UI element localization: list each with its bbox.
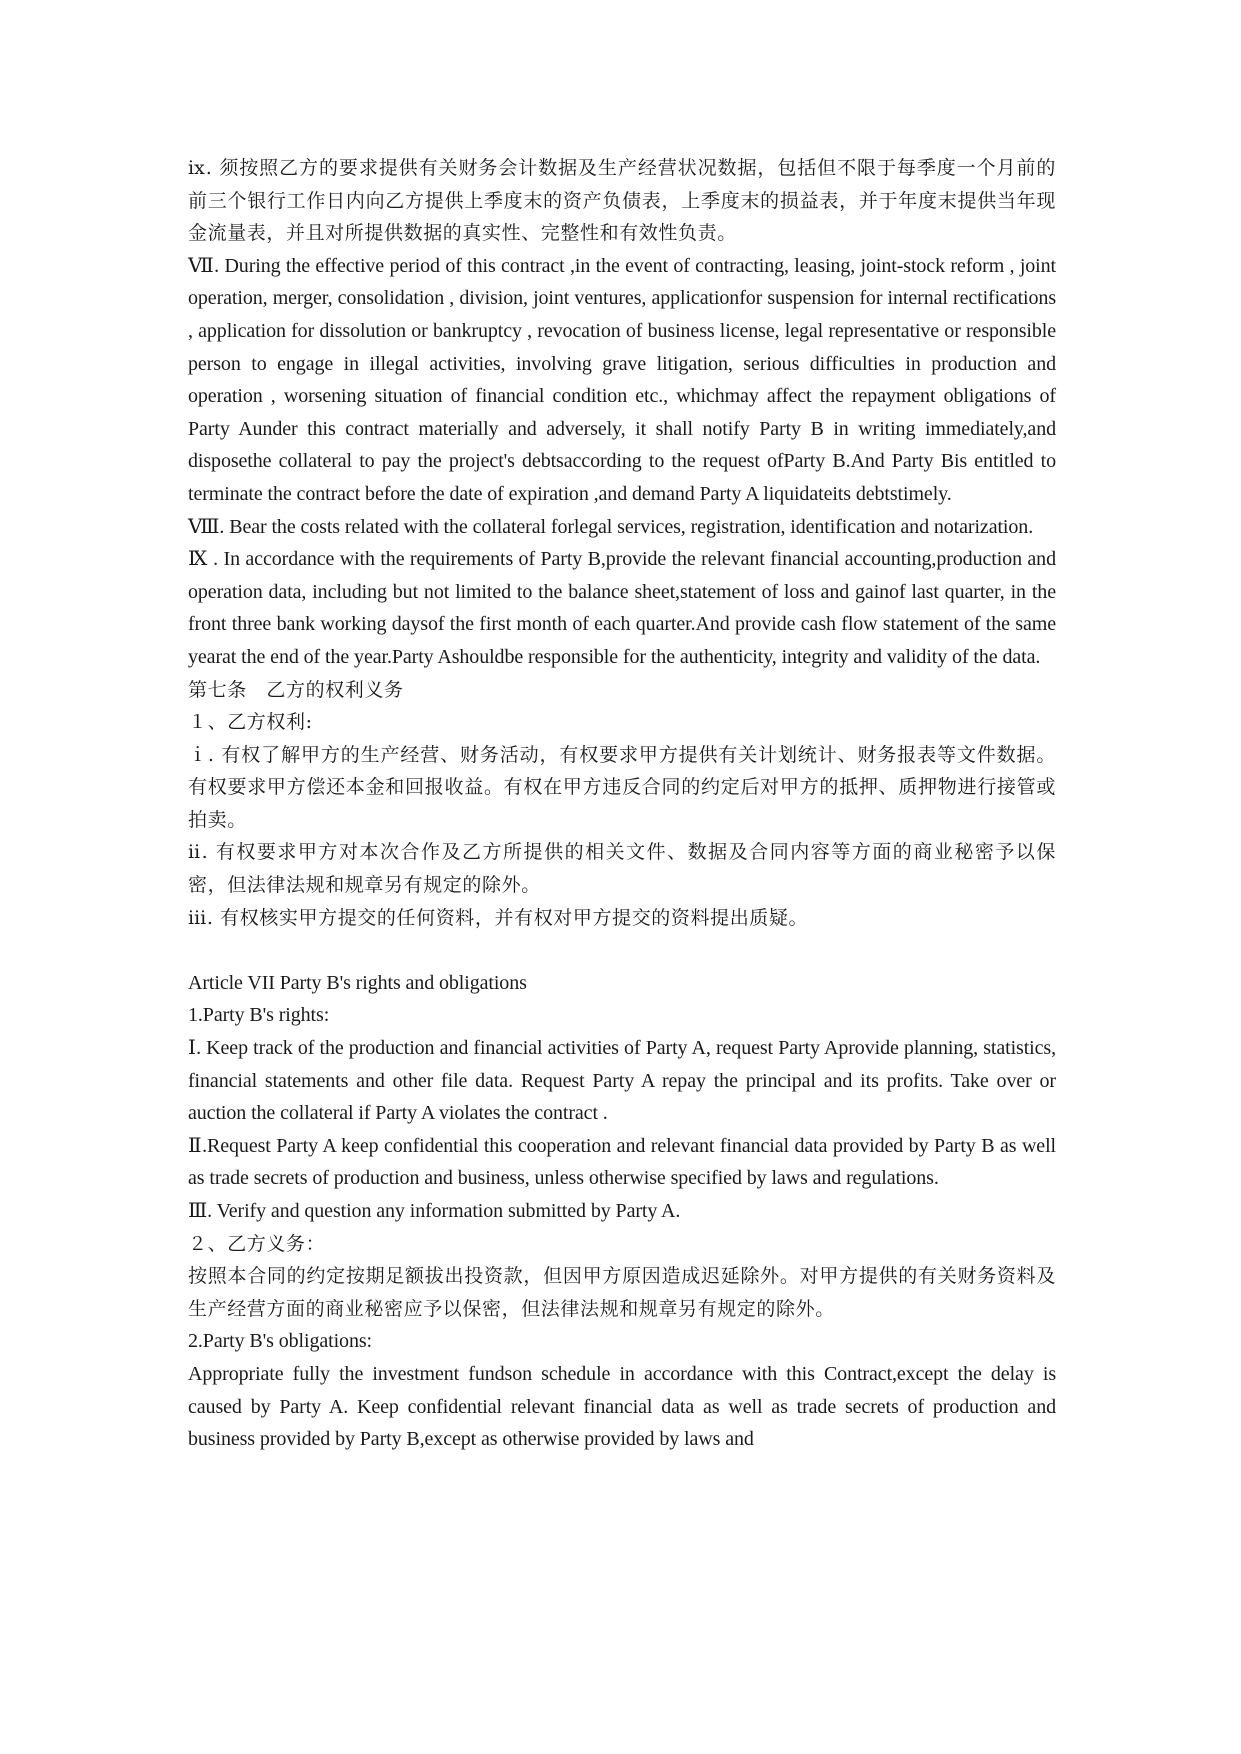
paragraph-en-9: Ⅸ . In accordance with the requirements of Party B,provide the relevant financial accounting,production and operation data, including but not limited to the balance sheet,statement of loss and gainof last quarter, in the front three bank working daysof the first month of each quarter.And provide cash flow statement of the same yearat the end of the year.Party Ashouldbe responsible for the authenticity, integrity and validity of the data. bbox=[188, 548, 1056, 668]
article-7-heading-cn: 第七条 乙方的权利义务 bbox=[188, 678, 404, 701]
rights-item-3-en: Ⅲ. Verify and question any information submitted by Party A. bbox=[188, 1200, 681, 1222]
rights-item-2-en: Ⅱ.Request Party A keep confidential this cooperation and relevant financial data provided by Party B as well as trade secrets of production and business, unless otherwise specified by laws and regulations. bbox=[188, 1134, 1056, 1190]
party-b-rights-heading-cn: １、乙方权利: bbox=[188, 711, 313, 734]
rights-item-1-en: Ⅰ. Keep track of the production and financial activities of Party A, request Party Aprovide planning, statistics, financial statements and other file data. Request Party A repay the principal and its profits. Take over or auction the collateral if Party A violates the contract . bbox=[188, 1037, 1056, 1125]
article-7-heading-en: Article VII Party B's rights and obligations bbox=[188, 971, 527, 994]
rights-item-3-cn: ⅲ. 有权核实甲方提交的任何资料，并有权对甲方提交的资料提出质疑。 bbox=[188, 906, 809, 929]
party-b-obligations-heading-cn: ２、乙方义务： bbox=[188, 1232, 326, 1255]
document-body bbox=[188, 152, 1056, 1456]
paragraph-en-8: Ⅷ. Bear the costs related with the collateral forlegal services, registration, identification and notarization. bbox=[188, 515, 1034, 538]
paragraph-en-7: Ⅶ. During the effective period of this contract ,in the event of contracting, leasing, joint-stock reform , joint operation, merger, consolidation , division, joint ventures, applicationfor suspension for internal rectifications , application for dissolution or bankruptcy , revocation of business license, legal representative or responsible person to engage in illegal activities, involving grave litigation, serious difficulties in production and operation , worsening situation of financial condition etc., whichmay affect the repayment obligations of Party Aunder this contract materially and adversely, it shall notify Party B in writing immediately,and disposethe collateral to pay the project's debtsaccording to the request ofParty B.And Party Bis entitled to terminate the contract before the date of expiration ,and demand Party A liquidateits debtstimely. bbox=[188, 254, 1056, 505]
rights-item-1-cn: ｉ. 有权了解甲方的生产经营、财务活动，有权要求甲方提供有关计划统计、财务报表等文件数据。有权要求甲方偿还本金和回报收益。有权在甲方违反合同的约定后对甲方的抵押、质押物进行接管或拍卖。 bbox=[188, 743, 1056, 831]
blank-line bbox=[188, 934, 1056, 967]
obligations-body-cn: 按照本合同的约定按期足额拔出投资款，但因甲方原因造成迟延除外。对甲方提供的有关财务资料及生产经营方面的商业秘密应予以保密，但法律法规和规章另有规定的除外。 bbox=[188, 1265, 1056, 1320]
paragraph-cn-9: ⅸ. 须按照乙方的要求提供有关财务会计数据及生产经营状况数据，包括但不限于每季度一个月前的前三个银行工作日内向乙方提供上季度末的资产负债表，上季度末的损益表，并于年度末提供当年现金流量表，并且对所提供数据的真实性、完整性和有效性负责。 bbox=[188, 157, 1056, 245]
obligations-body-en: Appropriate fully the investment fundson schedule in accordance with this Contract,except the delay is caused by Party A. Keep confidential relevant financial data as well as trade secrets of production and business provided by Party B,except as otherwise provided by laws and bbox=[188, 1362, 1056, 1451]
party-b-rights-heading-en: 1.Party B's rights: bbox=[188, 1004, 330, 1027]
party-b-obligations-heading-en: 2.Party B's obligations: bbox=[188, 1330, 372, 1353]
rights-item-2-cn: ⅱ. 有权要求甲方对本次合作及乙方所提供的相关文件、数据及合同内容等方面的商业秘密予以保密，但法律法规和规章另有规定的除外。 bbox=[188, 841, 1056, 897]
